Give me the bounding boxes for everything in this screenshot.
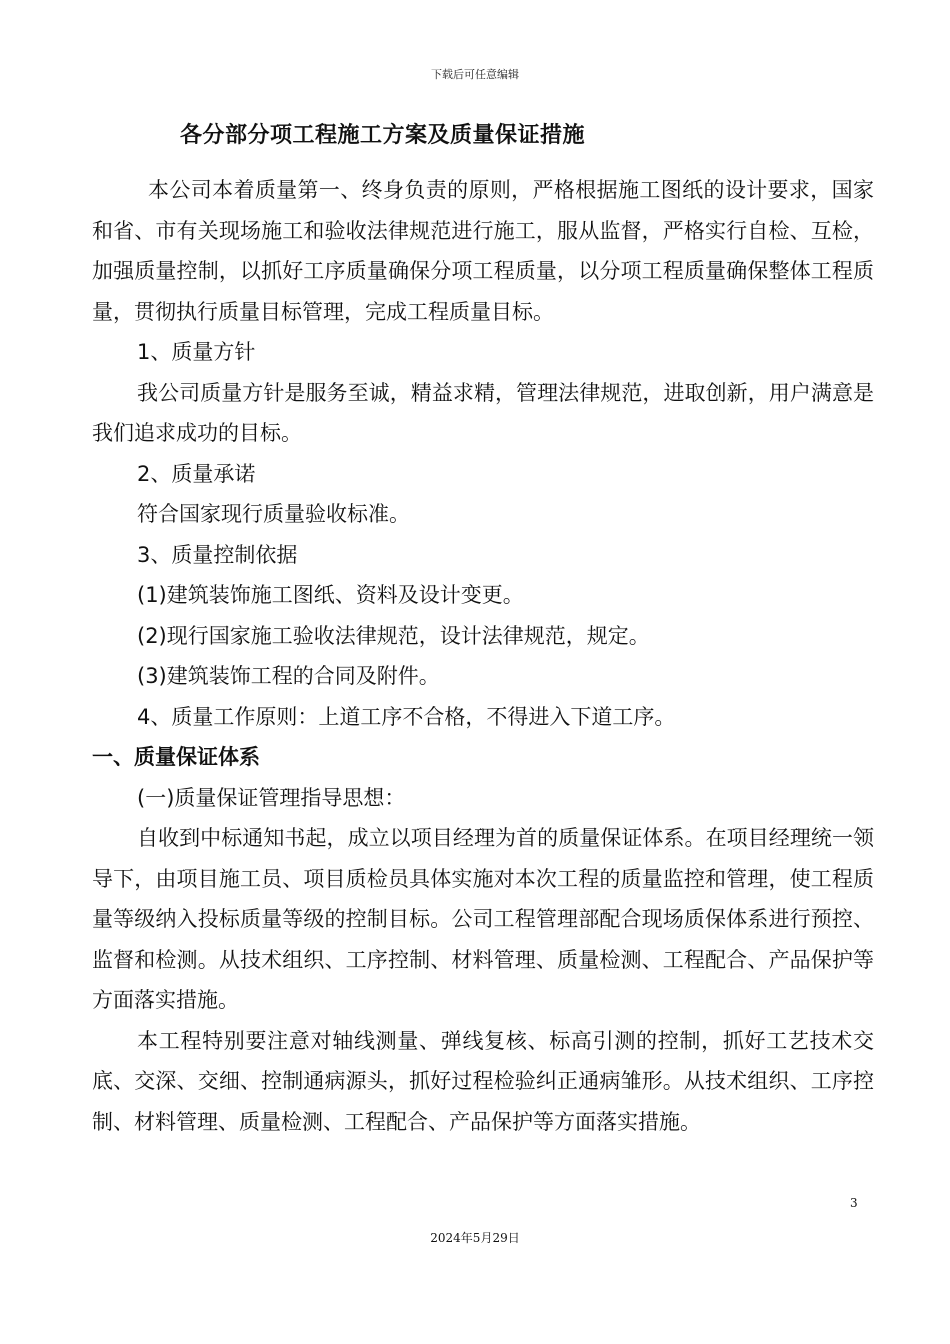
- special-attention-paragraph: 本工程特别要注意对轴线测量、弹线复核、标高引测的控制，抓好工艺技术交底、交深、交细、控制通病源头，抓好过程检验纠正通病雏形。从技术组织、工序控制、材料管理、质量检测、工程配合、产品保护等方面落实措施。: [92, 1028, 874, 1134]
- control-basis-item: (3)建筑装饰工程的合同及附件。: [137, 664, 440, 688]
- intro-paragraph: 本公司本着质量第一、终身负责的原则，严格根据施工图纸的设计要求，国家和省、市有关现场施工和验收法律规范进行施工，服从监督，严格实行自检、互检，加强质量控制，以抓好工序质量确保分项工程质量，以分项工程质量确保整体工程质量，贯彻执行质量目标管理，完成工程质量目标。: [92, 178, 874, 324]
- quality-commitment-paragraph: 符合国家现行质量验收标准。: [137, 502, 410, 526]
- control-basis-item: (2)现行国家施工验收法律规范，设计法律规范，规定。: [137, 623, 650, 648]
- page-number: 3: [850, 1196, 858, 1210]
- section-heading-control-basis: 3、质量控制依据: [137, 542, 298, 567]
- quality-system-paragraph: 自收到中标通知书起，成立以项目经理为首的质量保证体系。在项目经理统一领导下，由项目施工员、项目质检员具体实施对本次工程的质量监控和管理，使工程质量等级纳入投标质量等级的控制目标。公司工程管理部配合现场质保体系进行预控、监督和检测。从技术组织、工序控制、材料管理、质量检测、工程配合、产品保护等方面落实措施。: [92, 826, 874, 1012]
- section-heading-quality-policy: 1、质量方针: [137, 340, 256, 364]
- work-principle-paragraph: 4、质量工作原则：上道工序不合格，不得进入下道工序。: [137, 704, 676, 729]
- control-basis-item: (1)建筑装饰施工图纸、资料及设计变更。: [137, 583, 524, 607]
- subsection-heading-guiding-idea: (一)质量保证管理指导思想：: [137, 785, 406, 810]
- header-note: 下载后可任意编辑: [431, 68, 519, 81]
- document-body: [92, 170, 874, 1142]
- quality-policy-paragraph: 我公司质量方针是服务至诚，精益求精，管理法律规范，进取创新，用户满意是我们追求成功的目标。: [92, 380, 874, 445]
- footer-date: 2024年5月29日: [430, 1231, 520, 1245]
- section-heading-quality-commitment: 2、质量承诺: [137, 461, 256, 486]
- document-title: 各分部分项工程施工方案及质量保证措施: [180, 123, 586, 148]
- chapter-heading-quality-system: 一、质量保证体系: [92, 745, 260, 769]
